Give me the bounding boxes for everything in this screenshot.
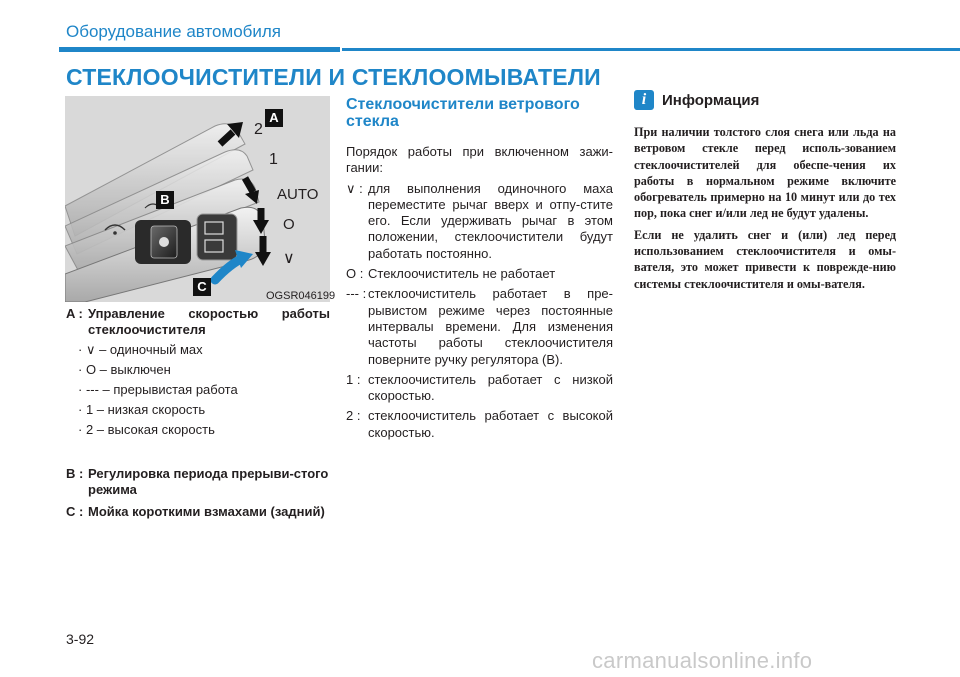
- header-section-title: Оборудование автомобиля: [66, 22, 282, 41]
- legend-a-list: [66, 342, 330, 438]
- legend-a-text: Управление скоростью работы стеклоочистителя: [88, 306, 330, 337]
- position-2-label: 2: [254, 121, 263, 138]
- mode-key: 1 :: [346, 371, 361, 387]
- mode-item: [346, 266, 613, 282]
- mode-text: стеклоочиститель работает в пре-рывистом режиме через постоянные интервалы времени. Для изменения частоты работы стеклоочистителя поверните ручку регулятора (B).: [368, 286, 613, 367]
- position-auto-label: AUTO: [277, 186, 319, 203]
- position-mist-label: ∨: [283, 250, 295, 267]
- mode-item: [346, 372, 613, 405]
- section-heading: Стеклоочистители ветрового стекла: [346, 96, 580, 130]
- legend-b-text: Регулировка периода прерыви-стого режима: [88, 466, 329, 497]
- legend-b: [66, 466, 330, 498]
- legend-c-text: Мойка короткими взмахами (задний): [88, 504, 325, 519]
- mode-key: O :: [346, 266, 364, 282]
- info-paragraph: При наличии толстого слоя снега или льда на ветровом стекле перед исполь-зованием стеклоочистителей для обеспе-чения их работы в нормальном режиме включите обогреватель примерно на 10 минут или до тех пор, пока снег и/или лед не будут удалены.: [634, 125, 896, 221]
- legend-c-label: C :: [66, 504, 84, 519]
- legend-a-label: A :: [66, 306, 83, 321]
- figure-label-b: B: [156, 191, 174, 209]
- header-rule-thin: [342, 48, 960, 51]
- legend-c: [66, 504, 330, 520]
- mode-text: стеклоочиститель работает с высокой скоростью.: [368, 408, 613, 440]
- position-1-label: 1: [269, 151, 278, 168]
- legend-a-item: · 1 – низкая скорость: [78, 402, 206, 417]
- header-rule-thick: [59, 47, 340, 52]
- info-title: Информация: [662, 92, 760, 109]
- info-body: [634, 124, 896, 297]
- windshield-wiper-section: [346, 96, 613, 441]
- legend-a-item: · 2 – высокая скорость: [78, 422, 215, 437]
- figure-code: OGSR046199: [266, 290, 336, 302]
- mode-key: ∨ :: [346, 180, 363, 196]
- legend-a-item: · --- – прерывистая работа: [78, 382, 238, 397]
- mode-text: стеклоочиститель работает с низкой скоростью.: [368, 371, 613, 404]
- page-number: 3-92: [66, 631, 95, 647]
- mode-item: [346, 408, 613, 441]
- figure-label-c: C: [193, 278, 211, 296]
- legend-column: [66, 306, 330, 520]
- info-icon-glyph: i: [641, 91, 647, 108]
- mode-text: Стеклоочиститель не работает: [368, 266, 556, 282]
- legend-b-label: B :: [66, 466, 84, 481]
- page-title: СТЕКЛООЧИСТИТЕЛИ И СТЕКЛООМЫВАТЕЛИ: [66, 64, 601, 90]
- legend-a: [66, 306, 330, 338]
- legend-a-item: · ∨ – одиночный мах: [78, 342, 203, 357]
- section-intro: Порядок работы при включенном зажи-гании:: [346, 144, 613, 176]
- wiper-lever-illustration: [65, 96, 330, 302]
- mode-text: для выполнения одиночного маха переместите рычаг вверх и отпу-стите его. Если удерживать рычаг в этом положении, стеклоочистители будут работать постоянно.: [368, 180, 613, 261]
- info-paragraph: Если не удалить снег и (или) лед перед использованием стеклоочистителя и омы-вателя, это может привести к поврежде-нию системы стеклоочистителя и омы-вателя.: [634, 227, 896, 291]
- mode-key: --- :: [346, 286, 367, 302]
- legend-a-item: · O – выключен: [78, 362, 171, 377]
- mode-item: [346, 181, 613, 262]
- info-icon: [634, 90, 654, 110]
- position-off-label: O: [283, 216, 295, 233]
- figure-label-a: A: [265, 109, 283, 127]
- mode-key: 2 :: [346, 408, 361, 424]
- watermark: carmanualsonline.info: [592, 648, 813, 673]
- mode-item: [346, 286, 613, 367]
